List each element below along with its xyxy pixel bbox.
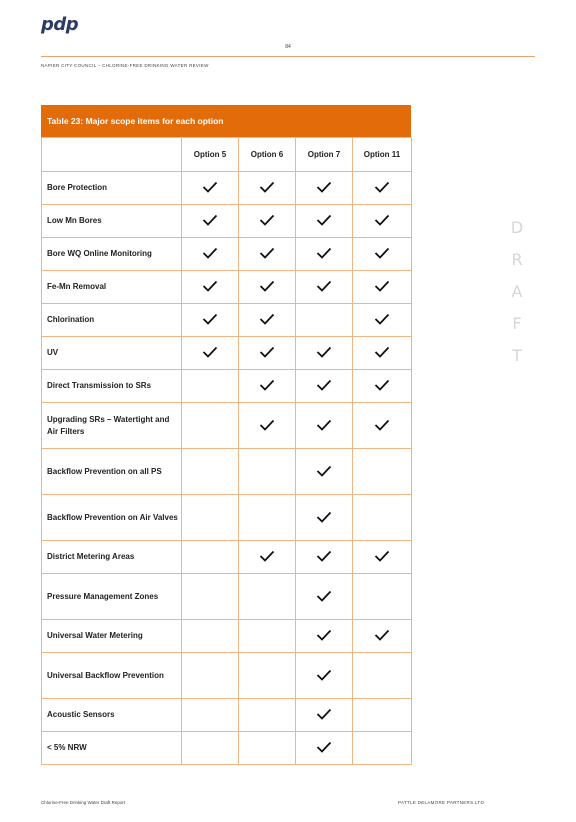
- check-cell: [353, 304, 412, 337]
- check-cell: [296, 304, 353, 337]
- checkmark-icon: [316, 181, 332, 193]
- table-row: [42, 172, 412, 205]
- checkmark-icon: [374, 550, 390, 562]
- checkmark-icon: [259, 419, 275, 431]
- row-label: Chlorination: [42, 304, 182, 337]
- check-cell: [296, 172, 353, 205]
- table-row: [42, 238, 412, 271]
- checkmark-icon: [374, 419, 390, 431]
- checkmark-icon: [259, 313, 275, 325]
- watermark-letter: R: [511, 250, 523, 269]
- check-cell: [353, 403, 412, 449]
- check-cell: [182, 653, 239, 699]
- check-cell: [239, 370, 296, 403]
- table-row: [42, 653, 412, 699]
- check-cell: [239, 732, 296, 765]
- checkmark-icon: [259, 247, 275, 259]
- column-header: Option 11: [353, 138, 412, 172]
- check-cell: [353, 337, 412, 370]
- check-cell: [239, 403, 296, 449]
- check-cell: [353, 620, 412, 653]
- checkmark-icon: [316, 214, 332, 226]
- check-cell: [239, 574, 296, 620]
- check-cell: [239, 449, 296, 495]
- check-cell: [296, 238, 353, 271]
- check-cell: [182, 370, 239, 403]
- checkmark-icon: [259, 550, 275, 562]
- corner-cell: [42, 138, 182, 172]
- check-cell: [353, 653, 412, 699]
- logo-text: pdp: [41, 14, 79, 35]
- check-cell: [353, 238, 412, 271]
- checkmark-icon: [202, 313, 218, 325]
- check-cell: [182, 238, 239, 271]
- check-cell: [353, 732, 412, 765]
- check-cell: [296, 271, 353, 304]
- check-cell: [296, 620, 353, 653]
- check-cell: [182, 620, 239, 653]
- check-cell: [182, 699, 239, 732]
- check-cell: [182, 403, 239, 449]
- row-label: Backflow Prevention on Air Valves: [42, 495, 182, 541]
- check-cell: [353, 574, 412, 620]
- checkmark-icon: [374, 313, 390, 325]
- checkmark-icon: [259, 181, 275, 193]
- checkmark-icon: [316, 590, 332, 602]
- check-cell: [182, 495, 239, 541]
- check-cell: [353, 172, 412, 205]
- check-cell: [239, 620, 296, 653]
- check-cell: [182, 172, 239, 205]
- row-label: Bore WQ Online Monitoring: [42, 238, 182, 271]
- checkmark-icon: [202, 214, 218, 226]
- checkmark-icon: [316, 379, 332, 391]
- header-divider: [41, 56, 535, 57]
- watermark-letter: D: [510, 218, 524, 237]
- check-cell: [182, 337, 239, 370]
- check-cell: [239, 699, 296, 732]
- checkmark-icon: [374, 379, 390, 391]
- check-cell: [239, 653, 296, 699]
- checkmark-icon: [316, 346, 332, 358]
- table-row: [42, 574, 412, 620]
- check-cell: [182, 541, 239, 574]
- checkmark-icon: [259, 214, 275, 226]
- table-row: [42, 403, 412, 449]
- checkmark-icon: [316, 465, 332, 477]
- check-cell: [239, 541, 296, 574]
- checkmark-icon: [202, 181, 218, 193]
- check-cell: [353, 449, 412, 495]
- check-cell: [296, 732, 353, 765]
- checkmark-icon: [374, 280, 390, 292]
- check-cell: [296, 653, 353, 699]
- footer-company: PATTLE DELAMORE PARTNERS LTD: [398, 800, 484, 805]
- checkmark-icon: [259, 280, 275, 292]
- checkmark-icon: [374, 247, 390, 259]
- check-cell: [182, 574, 239, 620]
- column-header: Option 6: [239, 138, 296, 172]
- checkmark-icon: [374, 181, 390, 193]
- check-cell: [182, 449, 239, 495]
- table-row: [42, 495, 412, 541]
- checkmark-icon: [316, 280, 332, 292]
- column-header: Option 7: [296, 138, 353, 172]
- row-label: Universal Backflow Prevention: [42, 653, 182, 699]
- row-label: UV: [42, 337, 182, 370]
- check-cell: [239, 172, 296, 205]
- checkmark-icon: [374, 346, 390, 358]
- check-cell: [353, 370, 412, 403]
- row-label: Bore Protection: [42, 172, 182, 205]
- check-cell: [353, 495, 412, 541]
- checkmark-icon: [316, 550, 332, 562]
- row-label: Low Mn Bores: [42, 205, 182, 238]
- check-cell: [296, 699, 353, 732]
- checkmark-icon: [202, 280, 218, 292]
- company-logo: [41, 14, 78, 35]
- checkmark-icon: [374, 629, 390, 641]
- check-cell: [182, 304, 239, 337]
- page-number: 84: [285, 44, 291, 50]
- check-cell: [182, 732, 239, 765]
- checkmark-icon: [316, 708, 332, 720]
- row-label: < 5% NRW: [42, 732, 182, 765]
- table-row: [42, 304, 412, 337]
- checkmark-icon: [316, 669, 332, 681]
- table-row: [42, 271, 412, 304]
- checkmark-icon: [316, 247, 332, 259]
- check-cell: [239, 304, 296, 337]
- row-label: Fe-Mn Removal: [42, 271, 182, 304]
- running-header: NAPIER CITY COUNCIL – CHLORINE-FREE DRINKING WATER REVIEW: [41, 63, 209, 68]
- check-cell: [296, 337, 353, 370]
- check-cell: [353, 699, 412, 732]
- row-label: Upgrading SRs – Watertight and Air Filters: [42, 403, 182, 449]
- checkmark-icon: [316, 511, 332, 523]
- check-cell: [239, 205, 296, 238]
- check-cell: [182, 271, 239, 304]
- check-cell: [353, 271, 412, 304]
- watermark-letter: T: [512, 346, 522, 365]
- checkmark-icon: [202, 346, 218, 358]
- column-header: Option 5: [182, 138, 239, 172]
- footer-report-title: Chlorine-Free Drinking Water Draft Report: [41, 800, 126, 805]
- table-row: [42, 337, 412, 370]
- check-cell: [239, 271, 296, 304]
- check-cell: [296, 449, 353, 495]
- checkmark-icon: [259, 379, 275, 391]
- table-title: Table 23: Major scope items for each option: [41, 105, 411, 137]
- draft-watermark: [510, 212, 524, 372]
- check-cell: [296, 541, 353, 574]
- row-label: Backflow Prevention on all PS: [42, 449, 182, 495]
- checkmark-icon: [316, 741, 332, 753]
- row-label: Direct Transmission to SRs: [42, 370, 182, 403]
- table-row: [42, 370, 412, 403]
- check-cell: [296, 205, 353, 238]
- row-label: Pressure Management Zones: [42, 574, 182, 620]
- check-cell: [296, 370, 353, 403]
- check-cell: [353, 205, 412, 238]
- table-row: [42, 620, 412, 653]
- scope-table: [41, 105, 411, 765]
- check-cell: [182, 205, 239, 238]
- row-label: District Metering Areas: [42, 541, 182, 574]
- check-cell: [296, 495, 353, 541]
- checkmark-icon: [202, 247, 218, 259]
- table-row: [42, 541, 412, 574]
- watermark-letter: A: [511, 282, 523, 301]
- check-cell: [296, 574, 353, 620]
- check-cell: [239, 337, 296, 370]
- scope-grid: [41, 137, 412, 765]
- check-cell: [239, 495, 296, 541]
- watermark-letter: F: [512, 314, 522, 333]
- table-row: [42, 699, 412, 732]
- check-cell: [353, 541, 412, 574]
- check-cell: [296, 403, 353, 449]
- table-row: [42, 205, 412, 238]
- row-label: Acoustic Sensors: [42, 699, 182, 732]
- checkmark-icon: [374, 214, 390, 226]
- check-cell: [239, 238, 296, 271]
- table-row: [42, 732, 412, 765]
- checkmark-icon: [316, 419, 332, 431]
- table-row: [42, 449, 412, 495]
- checkmark-icon: [316, 629, 332, 641]
- row-label: Universal Water Metering: [42, 620, 182, 653]
- header-row: [42, 138, 412, 172]
- checkmark-icon: [259, 346, 275, 358]
